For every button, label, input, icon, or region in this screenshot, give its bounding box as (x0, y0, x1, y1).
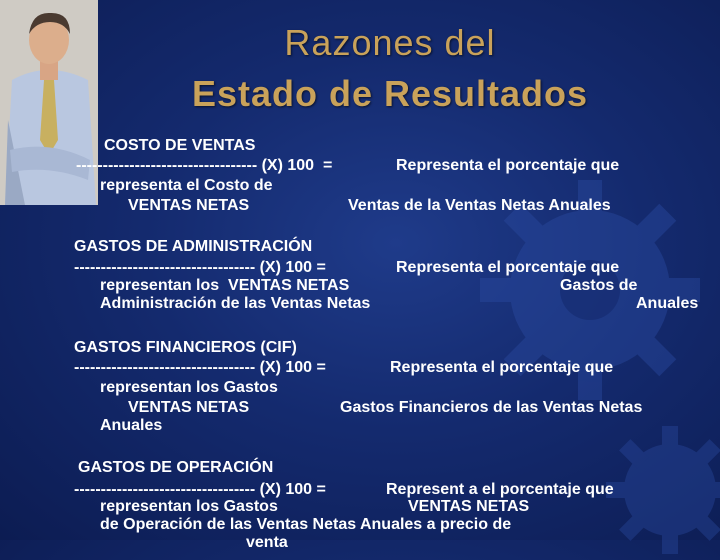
section-text: representan los Gastos (100, 498, 278, 515)
formula-right: Represent a el porcentaje que (386, 481, 614, 498)
formula-right: Representa el porcentaje que (396, 259, 620, 276)
section-text: venta (246, 534, 288, 551)
formula-left: ---------------------------------- (X) 100 = (74, 259, 326, 276)
section-text: de Operación de las Ventas Netas Anuales a precio de (100, 516, 512, 533)
formula-right: Representa el porcentaje que (396, 157, 620, 174)
section-text: Anuales (100, 417, 163, 434)
formula-left: ---------------------------------- (X) 100 = (74, 359, 326, 376)
formula-left: ---------------------------------- (X) 100 = (76, 157, 333, 174)
gear-icon (600, 420, 720, 560)
section-text: Gastos Financieros de las Ventas Netas (340, 399, 643, 416)
section-text: Gastos de (560, 277, 638, 294)
denominator: VENTAS NETAS (128, 197, 250, 214)
formula-right: Representa el porcentaje que (390, 359, 614, 376)
section-heading: GASTOS FINANCIEROS (CIF) (74, 339, 297, 356)
title-line-1: Razones del (284, 22, 496, 63)
section-text: Anuales (636, 295, 699, 312)
section-text: Administración de las Ventas Netas (100, 295, 371, 312)
section-heading: GASTOS DE OPERACIÓN (78, 459, 274, 476)
section-text: Ventas de la Ventas Netas Anuales (348, 197, 611, 214)
section-text: representa el Costo de (100, 177, 273, 194)
section-heading: GASTOS DE ADMINISTRACIÓN (74, 238, 313, 255)
formula-left: ---------------------------------- (X) 100 = (74, 481, 326, 498)
section-text: VENTAS NETAS (408, 498, 530, 515)
section-text: representan los Gastos (100, 379, 278, 396)
section-text: representan los VENTAS NETAS (100, 277, 350, 294)
denominator: VENTAS NETAS (128, 399, 250, 416)
section-heading: COSTO DE VENTAS (104, 137, 256, 154)
title-line-2: Estado de Resultados (191, 73, 589, 114)
